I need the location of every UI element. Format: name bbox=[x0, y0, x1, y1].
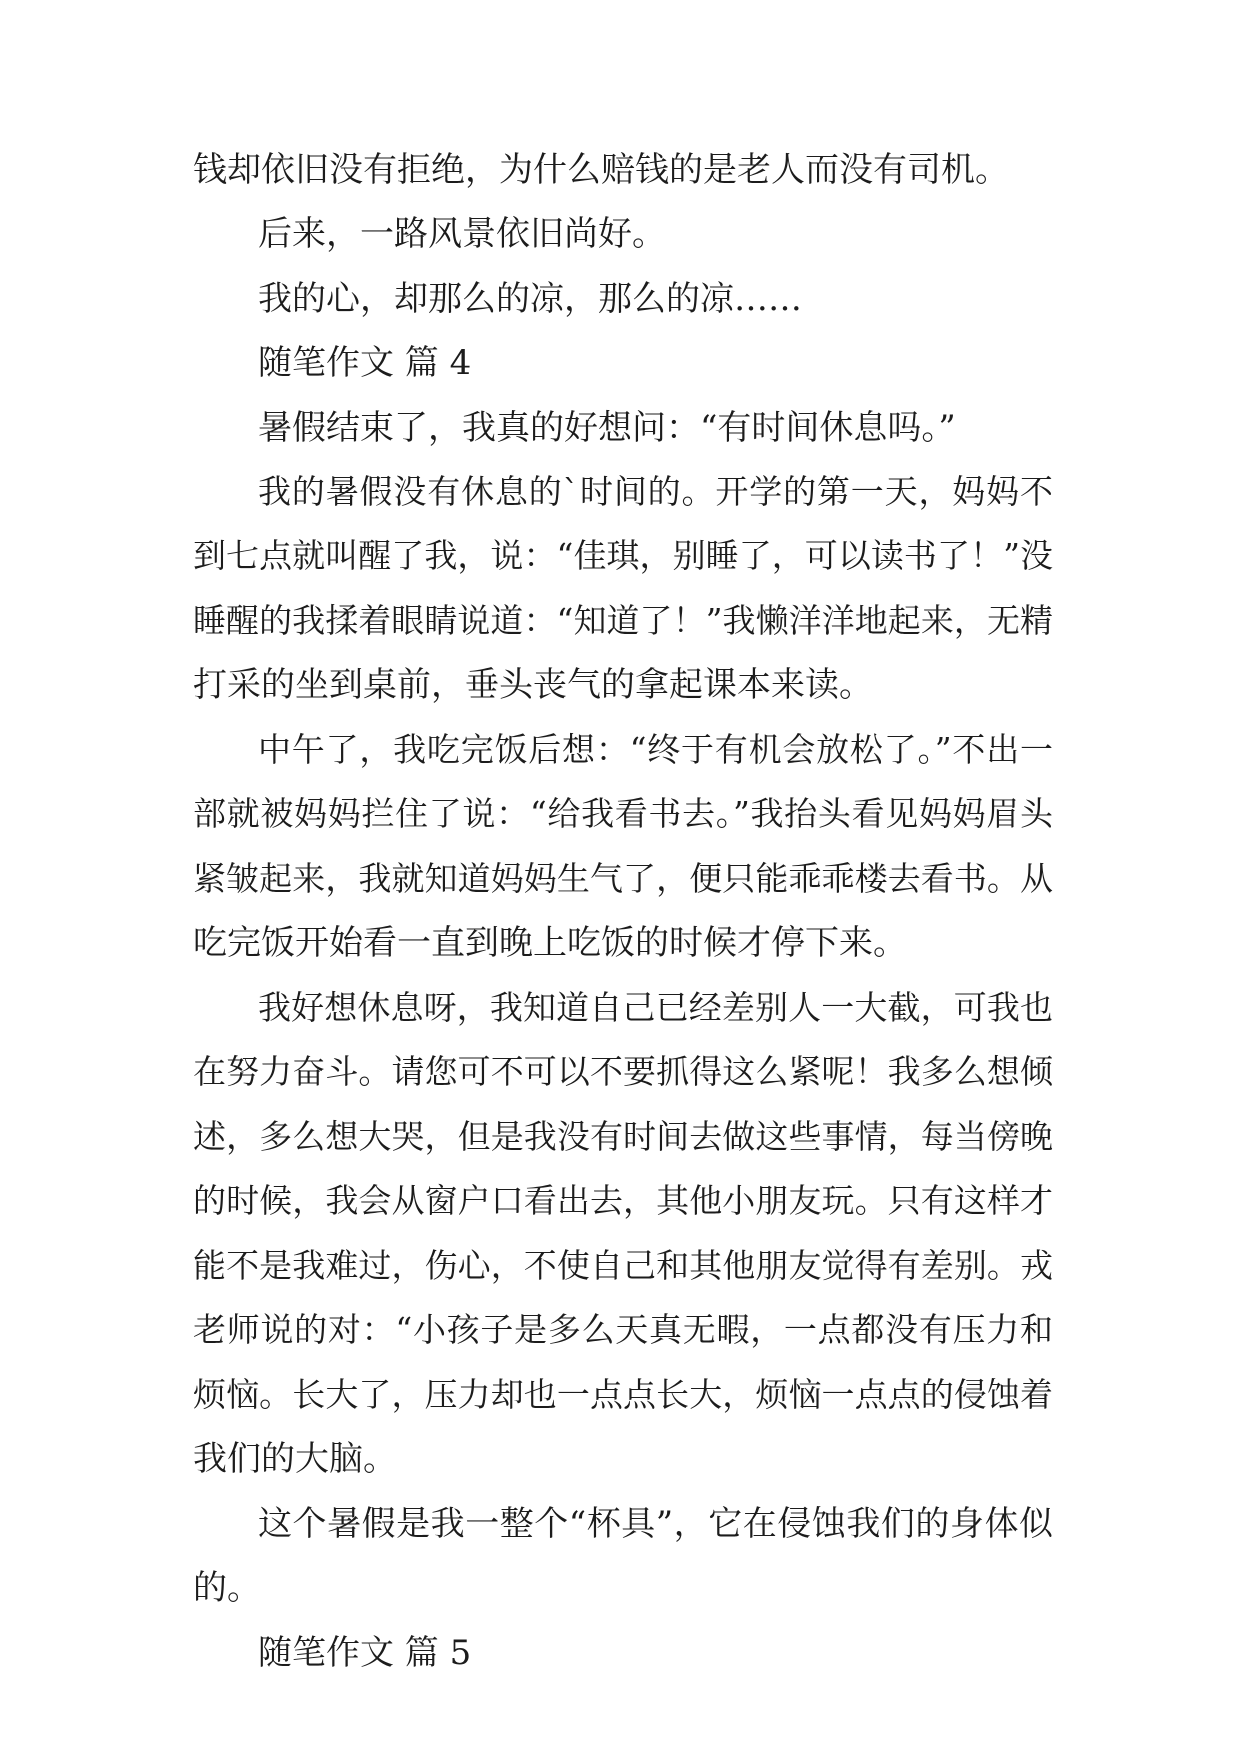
text-line: 能不是我难过，伤心，不使自己和其他朋友觉得有差别。戎 bbox=[193, 1246, 1053, 1285]
text-line: 到七点就叫醒了我，说：“佳琪，别睡了，可以读书了！”没 bbox=[193, 536, 1053, 575]
text-line: 老师说的对：“小孩子是多么天真无暇，一点都没有压力和 bbox=[193, 1310, 1053, 1349]
text-line: 部就被妈妈拦住了说：“给我看书去。”我抬头看见妈妈眉头 bbox=[193, 794, 1053, 833]
text-line: 我的心，却那么的凉，那么的凉…… bbox=[258, 279, 802, 319]
text-line: 我的暑假没有休息的`时间的。开学的第一天，妈妈不 bbox=[258, 472, 1053, 511]
section-heading: 随笔作文 篇 4 bbox=[258, 343, 472, 383]
text-line: 钱却依旧没有拒绝，为什么赔钱的是老人而没有司机。 bbox=[193, 150, 1009, 190]
text-line: 述，多么想大哭，但是我没有时间去做这些事情，每当傍晚 bbox=[193, 1117, 1053, 1156]
text-line: 后来，一路风景依旧尚好。 bbox=[258, 214, 666, 254]
text-line: 我们的大脑。 bbox=[193, 1439, 397, 1479]
text-line: 烦恼。长大了，压力却也一点点长大，烦恼一点点的侵蚀着 bbox=[193, 1375, 1053, 1414]
text-line: 睡醒的我揉着眼睛说道：“知道了！”我懒洋洋地起来，无精 bbox=[193, 601, 1053, 640]
text-line: 这个暑假是我一整个“杯具”，它在侵蚀我们的身体似 bbox=[258, 1504, 1053, 1544]
text-line: 在努力奋斗。请您可不可以不要抓得这么紧呢！我多么想倾 bbox=[193, 1052, 1053, 1091]
text-line: 的。 bbox=[193, 1568, 261, 1608]
text-line: 的时候，我会从窗户口看出去，其他小朋友玩。只有这样才 bbox=[193, 1181, 1053, 1220]
text-line: 紧皱起来，我就知道妈妈生气了，便只能乖乖楼去看书。从 bbox=[193, 859, 1053, 898]
text-line: 暑假结束了，我真的好想问：“有时间休息吗。” bbox=[258, 408, 956, 448]
section-heading: 随笔作文 篇 5 bbox=[258, 1633, 472, 1673]
text-line: 打采的坐到桌前，垂头丧气的拿起课本来读。 bbox=[193, 665, 873, 705]
text-line: 我好想休息呀，我知道自己已经差别人一大截，可我也 bbox=[258, 988, 1053, 1027]
text-line: 吃完饭开始看一直到晚上吃饭的时候才停下来。 bbox=[193, 923, 907, 963]
text-line: 中午了，我吃完饭后想：“终于有机会放松了。”不出一 bbox=[258, 730, 1053, 769]
